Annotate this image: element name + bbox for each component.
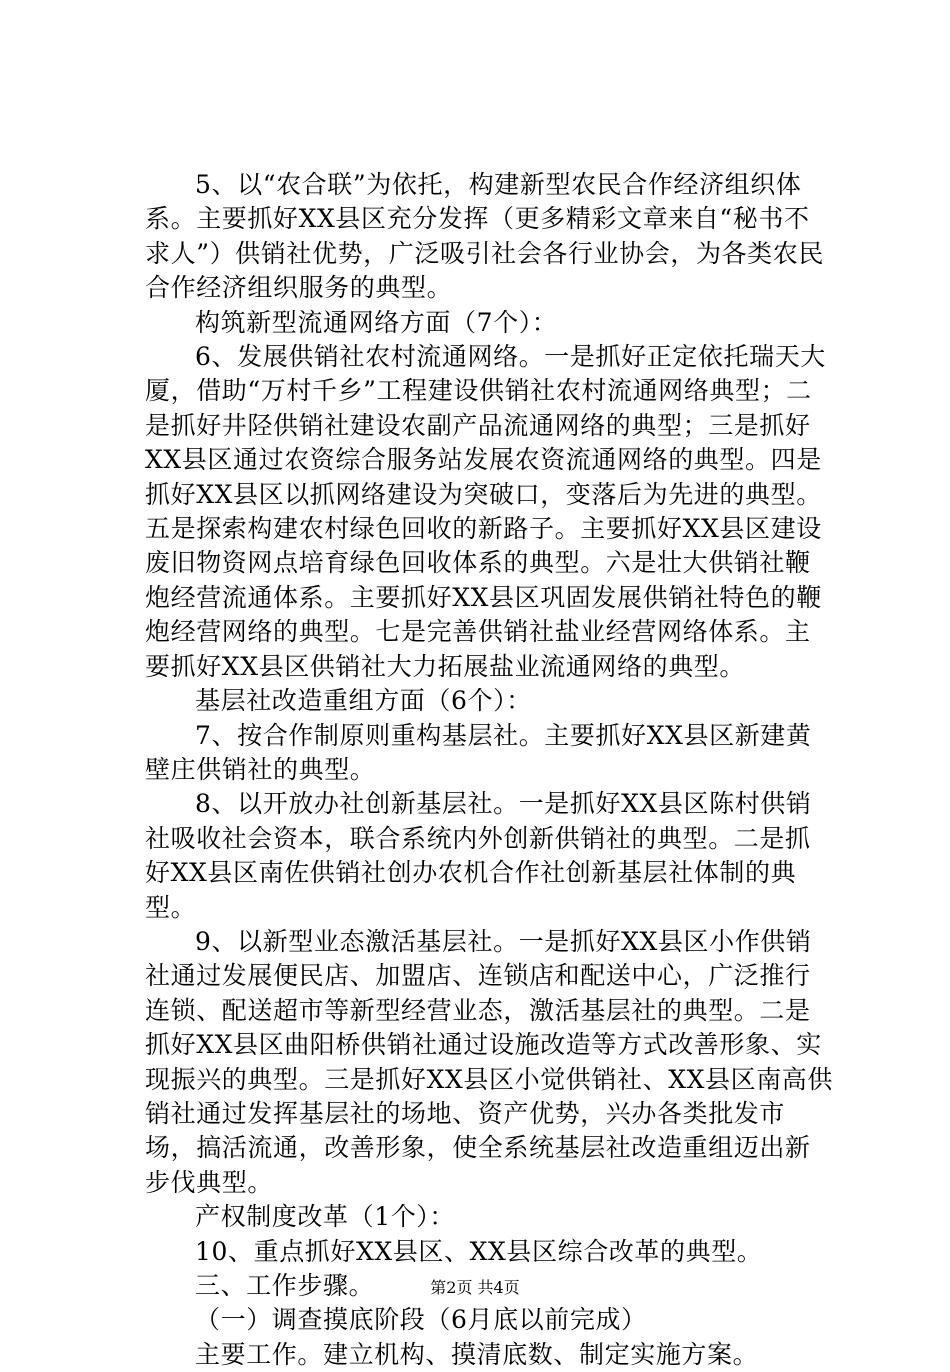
paragraph-item-7: 7、按合作制原则重构基层社。主要抓好XX县区新建黄壁庄供销社的典型。 <box>145 720 812 784</box>
document-body <box>145 168 835 1372</box>
section-heading-grassroots-reform: 基层社改造重组方面（6个）： <box>195 686 532 716</box>
paragraph-item-6: 6、发展供销社农村流通网络。一是抓好正定依托瑞天大厦，借助“万村千乡”工程建设供销社农村流通网络典型；二是抓好井陉供销社建设农副产品流通网络的典型；三是抓好XX县区通过农资综合服务站发展农资流通网络的典型。四是抓好XX县区以抓网络建设为突破口，变落后为先进的典型。五是探索构建农村绿色回收的新路子。主要抓好XX县区建设废旧物资网点培育绿色回收体系的典型。六是壮大供销社鞭炮经营流通体系。主要抓好XX县区巩固发展供销社特色的鞭炮经营网络的典型。七是完善供销社盐业经营网络体系。主要抓好XX县区供销社大力拓展盐业流通网络的典型。 <box>145 342 826 681</box>
subsection-heading-survey-stage: （一）调查摸底阶段（6月底以前完成） <box>195 1305 647 1335</box>
paragraph-main-work: 主要工作。建立机构、摸清底数、制定实施方案。 <box>195 1339 759 1369</box>
section-heading-property-reform: 产权制度改革（1个）： <box>195 1202 456 1232</box>
paragraph-item-5: 5、以“农合联”为依托，构建新型农民合作经济组织体系。主要抓好XX县区充分发挥（更多精彩文章来自“秘书不求人”）供销社优势，广泛吸引社会各行业协会，为各类农民合作经济组织服务的典型。 <box>145 170 824 303</box>
paragraph-item-10: 10、重点抓好XX县区、XX县区综合改革的典型。 <box>195 1236 763 1266</box>
paragraph-item-8: 8、以开放办社创新基层社。一是抓好XX县区陈村供销社吸收社会资本，联合系统内外创新供销社的典型。二是抓好XX县区南佐供销社创办农机合作社创新基层社体制的典型。 <box>145 789 812 922</box>
paragraph-item-9: 9、以新型业态激活基层社。一是抓好XX县区小作供销社通过发展便民店、加盟店、连锁店和配送中心，广泛推行连锁、配送超市等新型经营业态，激活基层社的典型。二是抓好XX县区曲阳桥供销社通过设施改造等方式改善形象、实现振兴的典型。三是抓好XX县区小觉供销社、XX县区南高供销社通过发挥基层社的场地、资产优势，兴办各类批发市场，搞活流通，改善形象，使全系统基层社改造重组迈出新步伐典型。 <box>145 926 833 1197</box>
page-footer: 第2页 共4页 <box>430 1278 520 1297</box>
section-heading-work-steps: 三、工作步骤。 <box>195 1271 375 1300</box>
section-heading-circulation-network: 构筑新型流通网络方面（7个）： <box>195 307 558 337</box>
